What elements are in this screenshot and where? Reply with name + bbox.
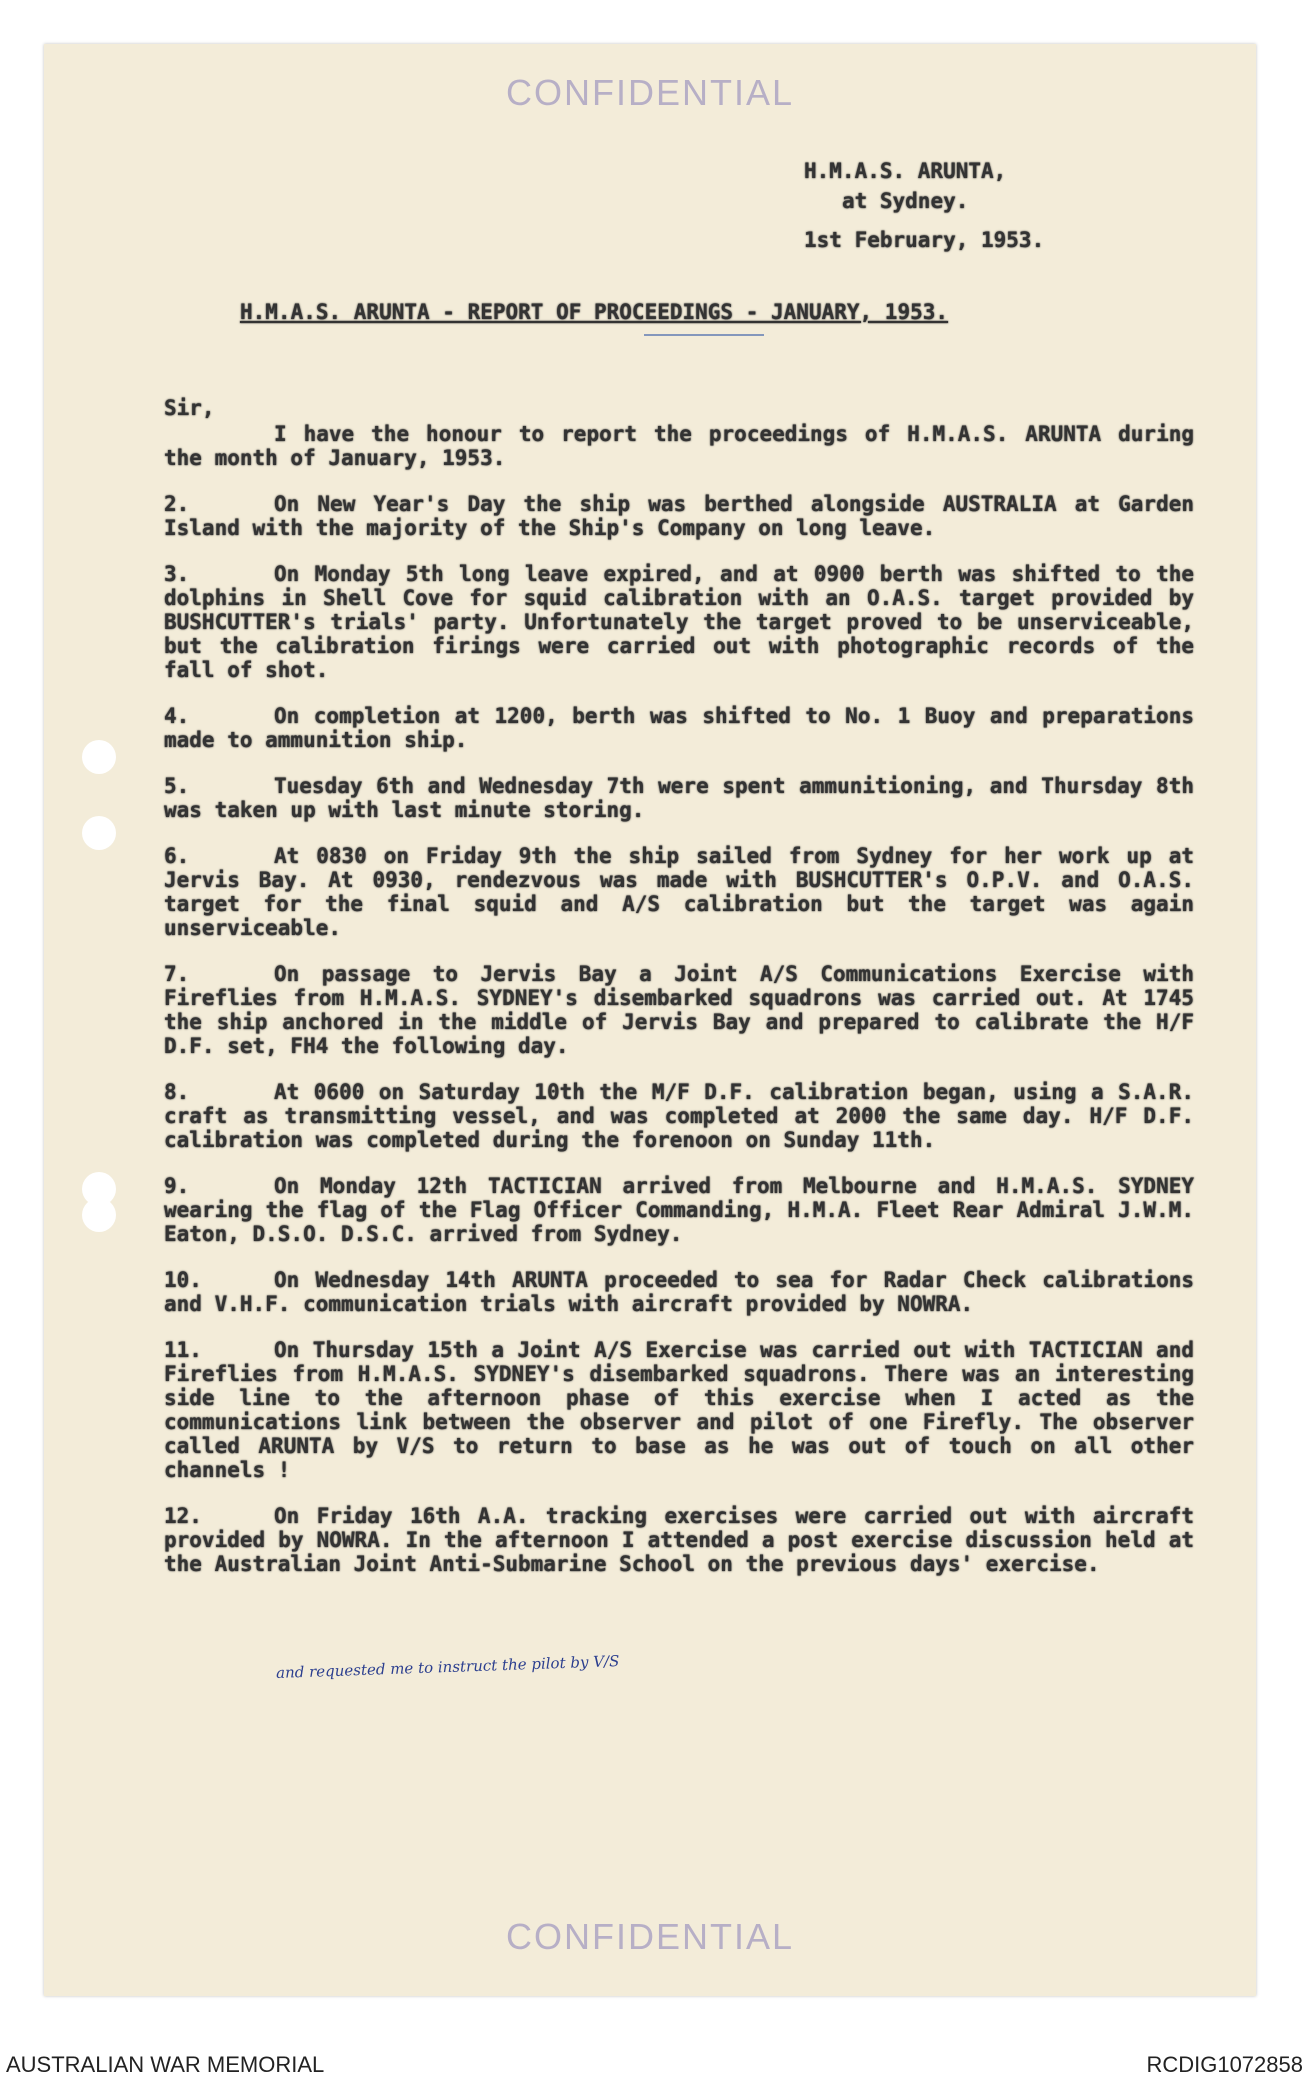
paragraph-text: Tuesday 6th and Wednesday 7th were spent ammunitioning, and Thursday 8th was taken up with last minute storing. — [164, 774, 1194, 822]
paragraph — [164, 422, 1194, 470]
paragraph-number: 3. — [164, 562, 190, 586]
paragraph-text: At 0600 on Saturday 10th the M/F D.F. calibration began, using a S.A.R. craft as transmitting vessel, and was completed at 2000 the same day. H/F D.F. calibration was completed during the forenoon on Sunday 11th. — [164, 1080, 1194, 1152]
paragraph — [164, 844, 1194, 940]
paragraph — [164, 1504, 1194, 1576]
paragraph-text: I have the honour to report the proceedings of H.M.A.S. ARUNTA during the month of January, 1953. — [164, 422, 1194, 470]
punch-hole — [82, 1198, 116, 1232]
ink-underline — [644, 334, 764, 336]
paragraph-text: On Wednesday 14th ARUNTA proceeded to sea for Radar Check calibrations and V.H.F. communication trials with aircraft provided by NOWRA. — [164, 1268, 1194, 1316]
paragraph-number: 8. — [164, 1080, 190, 1104]
paragraph-text: On passage to Jervis Bay a Joint A/S Communications Exercise with Fireflies from H.M.A.S. SYDNEY's disembarked squadrons was carried out. At 1745 the ship anchored in the middle of Jervis Bay and prepared to calibrate the H/F D.F. set, FH4 the following day. — [164, 962, 1194, 1058]
punch-hole — [82, 740, 116, 774]
report-heading: H.M.A.S. ARUNTA - REPORT OF PROCEEDINGS - JANUARY, 1953. — [240, 300, 949, 324]
paragraph — [164, 704, 1194, 752]
report-body — [164, 396, 1194, 1598]
archive-credit: AUSTRALIAN WAR MEMORIAL — [6, 2052, 325, 2077]
paragraph-number: 4. — [164, 704, 190, 728]
address-line: H.M.A.S. ARUNTA, — [804, 159, 1007, 183]
paragraph — [164, 1080, 1194, 1152]
confidential-stamp-top: CONFIDENTIAL — [505, 72, 795, 113]
paragraph-text: On Thursday 15th a Joint A/S Exercise was carried out with TACTICIAN and Fireflies from H.M.A.S. SYDNEY's disembarked squadrons. There was an interesting side line to the afternoon phase of this exercise when I acted as the communications link between the observer and pilot of one Firefly. The observer called ARUNTA by V/S to return to base as he was out of touch on all other channels ! — [164, 1338, 1194, 1482]
paragraph-text: At 0830 on Friday 9th the ship sailed from Sydney for her work up at Jervis Bay. At 0930, rendezvous was made with BUSHCUTTER's O.P.V. and O.A.S. target for the final squid and A/S calibration but the target was again unserviceable. — [164, 844, 1194, 940]
paragraph-text: On New Year's Day the ship was berthed alongside AUSTRALIA at Garden Island with the majority of the Ship's Company on long leave. — [164, 492, 1194, 540]
document-page — [44, 44, 1256, 1996]
record-id: RCDIG1072858 — [1146, 2052, 1303, 2077]
paragraph-number: 12. — [164, 1504, 202, 1528]
paragraph-number: 7. — [164, 962, 190, 986]
paragraph — [164, 562, 1194, 682]
paragraph-number: 5. — [164, 774, 190, 798]
paragraph — [164, 962, 1194, 1058]
paragraph-number: 9. — [164, 1174, 190, 1198]
paragraph-number: 6. — [164, 844, 190, 868]
confidential-stamp-bottom: CONFIDENTIAL — [505, 1916, 795, 1957]
address-line: at Sydney. — [841, 189, 969, 213]
paragraph-text: On Friday 16th A.A. tracking exercises were carried out with aircraft provided by NOWRA. In the afternoon I attended a post exercise discussion held at the Australian Joint Anti-Submarine School on the previous days' exercise. — [164, 1504, 1194, 1576]
salutation: Sir, — [164, 396, 215, 420]
paragraph — [164, 492, 1194, 540]
paragraph-text: On Monday 5th long leave expired, and at 0900 berth was shifted to the dolphins in Shell Cove for squid calibration with an O.A.S. target provided by BUSHCUTTER's trials' party. Unfortunately the target proved to be unserviceable, but the calibration firings were carried out with photographic records of the fall of shot. — [164, 562, 1194, 682]
handwritten-annotation: and requested me to instruct the pilot by V/S — [275, 1652, 620, 1682]
paragraph — [164, 1338, 1194, 1482]
paragraph-number: 10. — [164, 1268, 202, 1292]
paragraph — [164, 1174, 1194, 1246]
letter-date: 1st February, 1953. — [804, 228, 1045, 252]
punch-hole — [82, 816, 116, 850]
sender-address — [804, 156, 1006, 216]
paragraph-text: On completion at 1200, berth was shifted to No. 1 Buoy and preparations made to ammunition ship. — [164, 704, 1194, 752]
paragraph-number: 2. — [164, 492, 190, 516]
paragraph — [164, 774, 1194, 822]
paragraph-text: On Monday 12th TACTICIAN arrived from Melbourne and H.M.A.S. SYDNEY wearing the flag of the Flag Officer Commanding, H.M.A. Fleet Rear Admiral J.W.M. Eaton, D.S.O. D.S.C. arrived from Sydney. — [164, 1174, 1194, 1246]
paragraph — [164, 1268, 1194, 1316]
paragraph-number: 11. — [164, 1338, 202, 1362]
